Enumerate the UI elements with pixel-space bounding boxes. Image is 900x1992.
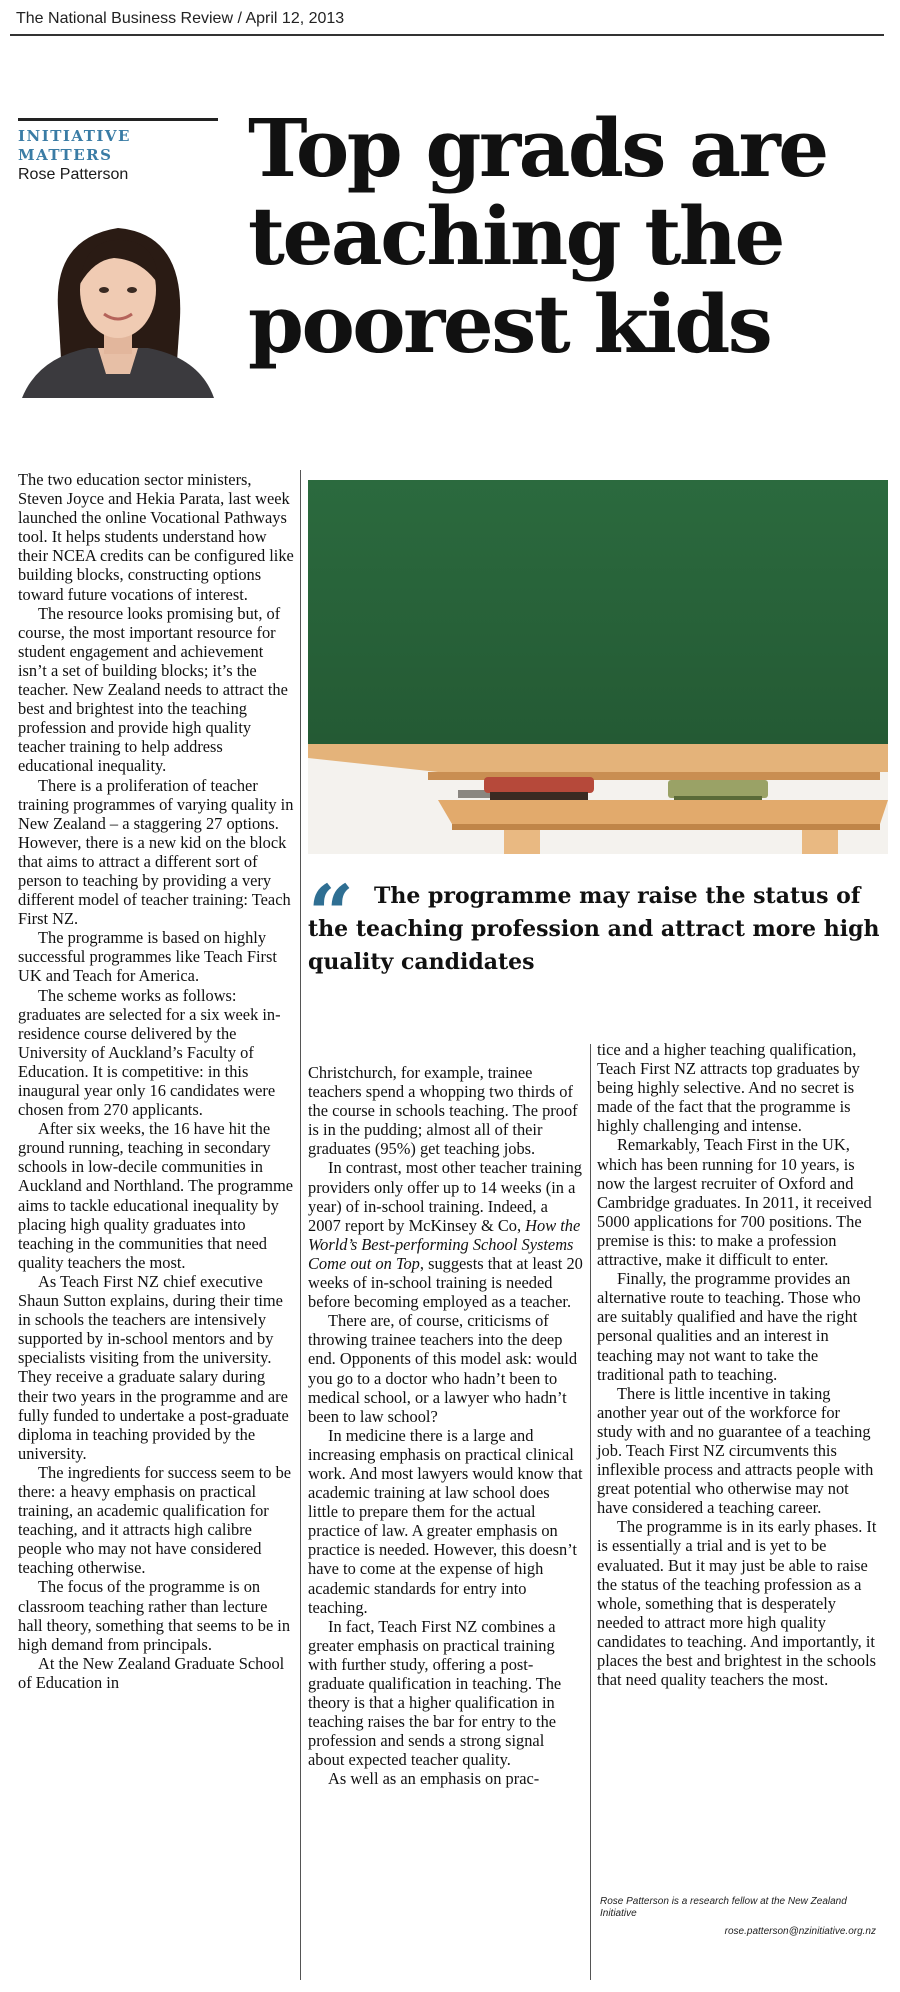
col1-paragraph: There is a proliferation of teacher training programmes of varying quality in New Zealand – a staggering 27 options. However, there is a new kid on the block that aims to attract a different sort of person to teaching by providing a very different model of teacher training: Teach First NZ. <box>18 775 294 929</box>
col2-paragraph: There are, of course, criticisms of throwing trainee teachers into the deep end. Opponents of this model ask: would you go to a doctor who hadn’t been to medical school, or a lawyer who hadn’t been to law school? <box>308 1311 578 1426</box>
chalkboard-photo <box>308 480 888 854</box>
headline-line2: teaching the <box>248 189 783 283</box>
col1-paragraph: The two education sector ministers, Steven Joyce and Hekia Parata, last week launched the online Vocational Pathways tool. It helps students understand how their NCEA credits can be configured like building blocks, constructing options toward future vocations of interest. <box>18 470 294 604</box>
col1-paragraph: After six weeks, the 16 have hit the ground running, teaching in secondary schools in low-decile communities in Auckland and Northland. The programme aims to tackle educational inequality by placing high quality graduates into teaching in the communities that need quality teachers the most. <box>18 1119 294 1272</box>
col3-paragraph: Finally, the programme provides an alternative route to teaching. Those who are suitably qualified and have the right personal qualities and an interest in teaching may not want to take the traditional path to teaching. <box>597 1269 861 1384</box>
col2-text: In contrast, most other teacher training providers only offer up to 14 weeks (in a year) of in-school training. Indeed, a 2007 report by McKinsey & Co, <box>308 1158 582 1235</box>
column-kicker-line2: MATTERS <box>18 146 113 164</box>
col2-paragraph: In fact, Teach First NZ combines a greater emphasis on practical training with further study, offering a post-graduate qualification in teaching. The theory is that a higher qualification in teaching raises the bar for entry to the profession and sends a strong signal about expected teacher quality. <box>308 1616 562 1770</box>
author-portrait <box>18 198 218 398</box>
col2-paragraph <box>308 1158 583 1311</box>
col2-paragraph: In medicine there is a large and increasing emphasis on practical clinical work. And most lawyers would know that academic training at law school does little to prepare them for the actual practice of law. A greater emphasis on practice is needed. However, this doesn’t have to come at the expense of high academic standards for entry into teaching. <box>308 1425 583 1617</box>
col2-paragraph: As well as an emphasis on prac- <box>328 1769 540 1789</box>
column-kicker-line1: INITIATIVE <box>18 127 131 145</box>
col2-paragraph: Christchurch, for example, trainee teachers spend a whopping two thirds of the course in schools teaching. The proof is in the pudding; almost all of their graduates (95%) get teaching jobs. <box>308 1063 578 1159</box>
col1-paragraph: The programme is based on highly successful programmes like Teach First UK and Teach for America. <box>18 928 277 986</box>
publication-name: The National Business Review <box>16 10 233 27</box>
col3-paragraph: There is little incentive in taking another year out of the workforce for study with and no guarantee of a teaching job. Teach First NZ circumvents this inflexible process and attracts people with great potential who otherwise may not have considered a teaching career. <box>597 1383 874 1518</box>
col1-paragraph: At the New Zealand Graduate School of Education in <box>18 1653 285 1692</box>
col3-paragraph: The programme is in its early phases. It is essentially a trial and is yet to be evaluated. But it may just be able to raise the status of the teaching profession as a whole, something that is desperately needed to attract more high quality candidates to teaching. And importantly, it places the best and brightest in the schools that need quality teachers the most. <box>597 1517 877 1690</box>
report-title: How the World’s Best-performing School Systems Come out on Top <box>308 1215 581 1273</box>
masthead-rule <box>10 34 884 36</box>
pull-quote-text: The programme may raise the status of the teaching profession and attract more high quality candidates <box>308 883 880 975</box>
col1-paragraph: The focus of the programme is on classroom teaching rather than lecture hall theory, something that seems to be in high demand from principals. <box>18 1577 291 1654</box>
author-email: rose.patterson@nzinitiative.org.nz <box>724 1926 876 1937</box>
column-header-rule <box>18 118 218 121</box>
masthead-separator: / <box>237 10 242 27</box>
col3-paragraph: tice and a higher teaching qualification, Teach First NZ attracts top graduates by being highly selective. And no secret is made of the fact that the programme is highly challenging and intense. <box>597 1040 860 1136</box>
col1-paragraph: The scheme works as follows: graduates are selected for a six week in-residence course delivered by the University of Auckland’s Faculty of Education. It is competitive: in this inaugural year only 16 candidates were chosen from 270 applicants. <box>18 985 281 1120</box>
author-byline: Rose Patterson <box>18 166 129 183</box>
column-divider <box>300 470 301 1980</box>
col1-paragraph: As Teach First NZ chief executive Shaun Sutton explains, during their time in schools the teachers are intensively supported by in-school mentors and by specialists visiting from the university. They receive a graduate salary during their two years in the programme and are fully funded to undertake a post-graduate diploma in teaching provided by the university. <box>18 1271 289 1463</box>
article-column-1 <box>18 470 296 1692</box>
publication-date: April 12, 2013 <box>245 10 345 27</box>
masthead <box>16 10 344 28</box>
col1-paragraph: The ingredients for success seem to be there: a heavy emphasis on practical training, an academic qualification for teaching, and it attracts high calibre people who may not have considered teaching otherwise. <box>18 1462 292 1578</box>
headline-line3: poorest kids <box>248 277 771 371</box>
column-header <box>18 118 218 184</box>
col2-text: , suggests that at least 20 weeks of in-school training is needed before becoming employed as a teacher. <box>308 1253 583 1312</box>
article-column-3 <box>597 1040 877 1689</box>
headline-line1: Top grads are <box>248 101 827 195</box>
quotation-mark-icon: “ <box>308 867 355 961</box>
pull-quote <box>308 867 888 979</box>
column-divider <box>590 1044 591 1980</box>
col1-paragraph: The resource looks promising but, of course, the most important resource for student engagement and achievement isn’t a set of building blocks; it’s the teacher. New Zealand needs to attract the best and brightest into the teaching profession and provide high quality teacher training to help address educational inequality. <box>18 603 288 776</box>
col3-paragraph: Remarkably, Teach First in the UK, which has been running for 10 years, is now the largest recruiter of Oxford and Cambridge graduates. In 2011, it received 5000 applications for 700 positions. The premise is this: to make a profession attractive, make it difficult to enter. <box>597 1135 872 1270</box>
headline <box>248 101 888 371</box>
author-bio: Rose Patterson is a research fellow at the New Zealand Initiative <box>600 1896 847 1919</box>
article-column-2 <box>308 1063 583 1789</box>
